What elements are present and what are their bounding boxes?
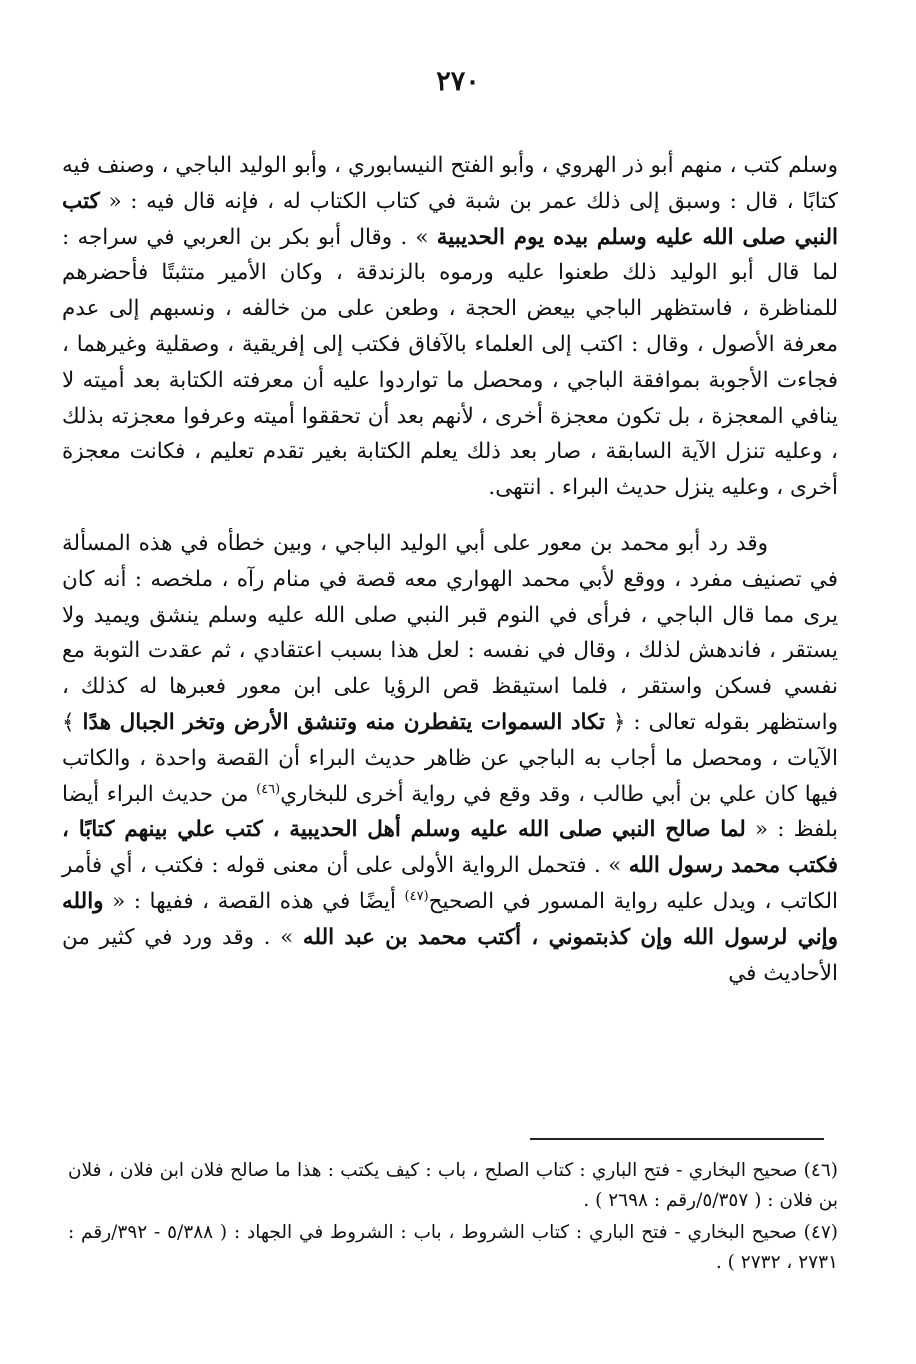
footnotes bbox=[68, 1156, 838, 1280]
para1-text-1: وسلم كتب ، منهم أبو ذر الهروي ، وأبو الفتح النيسابوري ، وأبو الوليد الباجي ، وصنف فيه كتابًا ، قال : وسبق إلى ذلك عمر بن شبة في كتاب الكتاب له ، فإنه قال فيه : « bbox=[62, 153, 838, 214]
hadith-quote-2: لما صالح النبي صلى الله عليه وسلم أهل الحديبية ، كتب علي بينهم كتابًا ، فكتب محمد رسول الله bbox=[62, 817, 839, 879]
footnote-46: (٤٦) صحيح البخاري - فتح الباري : كتاب الصلح ، باب : كيف يكتب : هذا ما صالح فلان ابن فلان ، فلان بن فلان : ( ٥/٣٥٧/رقم : ٢٦٩٨ ) . bbox=[68, 1160, 838, 1211]
main-text bbox=[62, 148, 838, 991]
hadith-quote-3: والله وإني لرسول الله وإن كذبتموني ، أكتب محمد بن عبد الله bbox=[62, 888, 838, 950]
para2-text-1: وقد رد أبو محمد بن معور على أبي الوليد الباجي ، وبين خطأه في هذه المسألة في تصنيف مفرد ، ووقع لأبي محمد الهواري معه قصة في منام رآه ، ملخصه : أنه كان يرى مما قال الباجي ، فرأى في النوم قبر النبي صلى الله عليه وسلم ينشق ويميد ولا يستقر ، فاندهش لذلك ، وقال في نفسه : لعل هذا بسبب اعتقادي ، ثم عقدت التوبة مع نفسي فسكن واستقر ، فلما استيقظ قص الرؤيا على ابن معور فعبرها له كذلك ، واستظهر بقوله تعالى : ﴿ bbox=[62, 530, 839, 735]
page-number: ٢٧٠ bbox=[436, 66, 480, 97]
para1-hadith-quote: كتب النبي صلى الله عليه وسلم بيده يوم الحديبية bbox=[62, 188, 838, 250]
footnote-separator bbox=[530, 1138, 824, 1140]
para2-text-4: » . فتحمل الرواية الأولى على أن معنى قوله : فكتب ، أي فأمر الكاتب ، ويدل عليه رواية المسور في الصحيح bbox=[62, 853, 838, 914]
para1-text-2: » . وقال أبو بكر بن العربي في سراجه : لما قال أبو الوليد ذلك طعنوا عليه ورموه بالزندقة ، وكان الأمير متثبتًا فأحضرهم للمناظرة ، فاستظهر الباجي بيعض الحجة ، وطعن على من خالفه ، ونسبهم إلى عدم معرفة الأصول ، وقال : اكتب إلى العلماء بالآفاق فكتب إلى إفريقية ، وصقلية وغيرهما ، فجاءت الأجوبة بموافقة الباجي ، ومحصل ما تواردوا عليه أن معرفته الكتابة بعد أميته لا ينافي المعجزة ، بل تكون معجزة أخرى ، لأنهم بعد أن تحققوا أميته وعرفوا معجزته بذلك ، وعليه تنزل الآية السابقة ، صار بعد ذلك يعلم الكتابة بغير تقدم تعليم ، فكانت معجزة أخرى ، وعليه ينزل حديث البراء . انتهى. bbox=[62, 224, 838, 501]
para2-text-3: من حديث البراء أيضا بلفظ : « bbox=[62, 781, 838, 843]
footnote-47: (٤٧) صحيح البخاري - فتح الباري : كتاب الشروط ، باب : الشروط في الجهاد : ( ٥/٣٨٨ - ٣٩٢/رقم : ٢٧٣١ ، ٢٧٣٢ ) . bbox=[68, 1222, 838, 1273]
paragraph-1 bbox=[62, 148, 838, 506]
para2-text-5: أيضًا في هذه القصة ، ففيها : « bbox=[103, 888, 405, 914]
footnote-ref-46: (٤٦) bbox=[256, 781, 281, 797]
para2-text-2: ﴾ الآيات ، ومحصل ما أجاب به الباجي عن ظاهر حديث البراء أن القصة واحدة ، والكاتب فيها كان علي بن أبي طالب ، وقد وقع في رواية أخرى للبخاري bbox=[62, 709, 838, 807]
paragraph-2 bbox=[62, 526, 838, 991]
para2-text-6: » . وقد ورد في كثير من الأحاديث في bbox=[62, 924, 838, 986]
footnote-ref-47: (٤٧) bbox=[404, 888, 429, 904]
quran-verse-quote: تكاد السموات يتفطرن منه وتنشق الأرض وتخر الجبال هدًا bbox=[82, 709, 605, 735]
